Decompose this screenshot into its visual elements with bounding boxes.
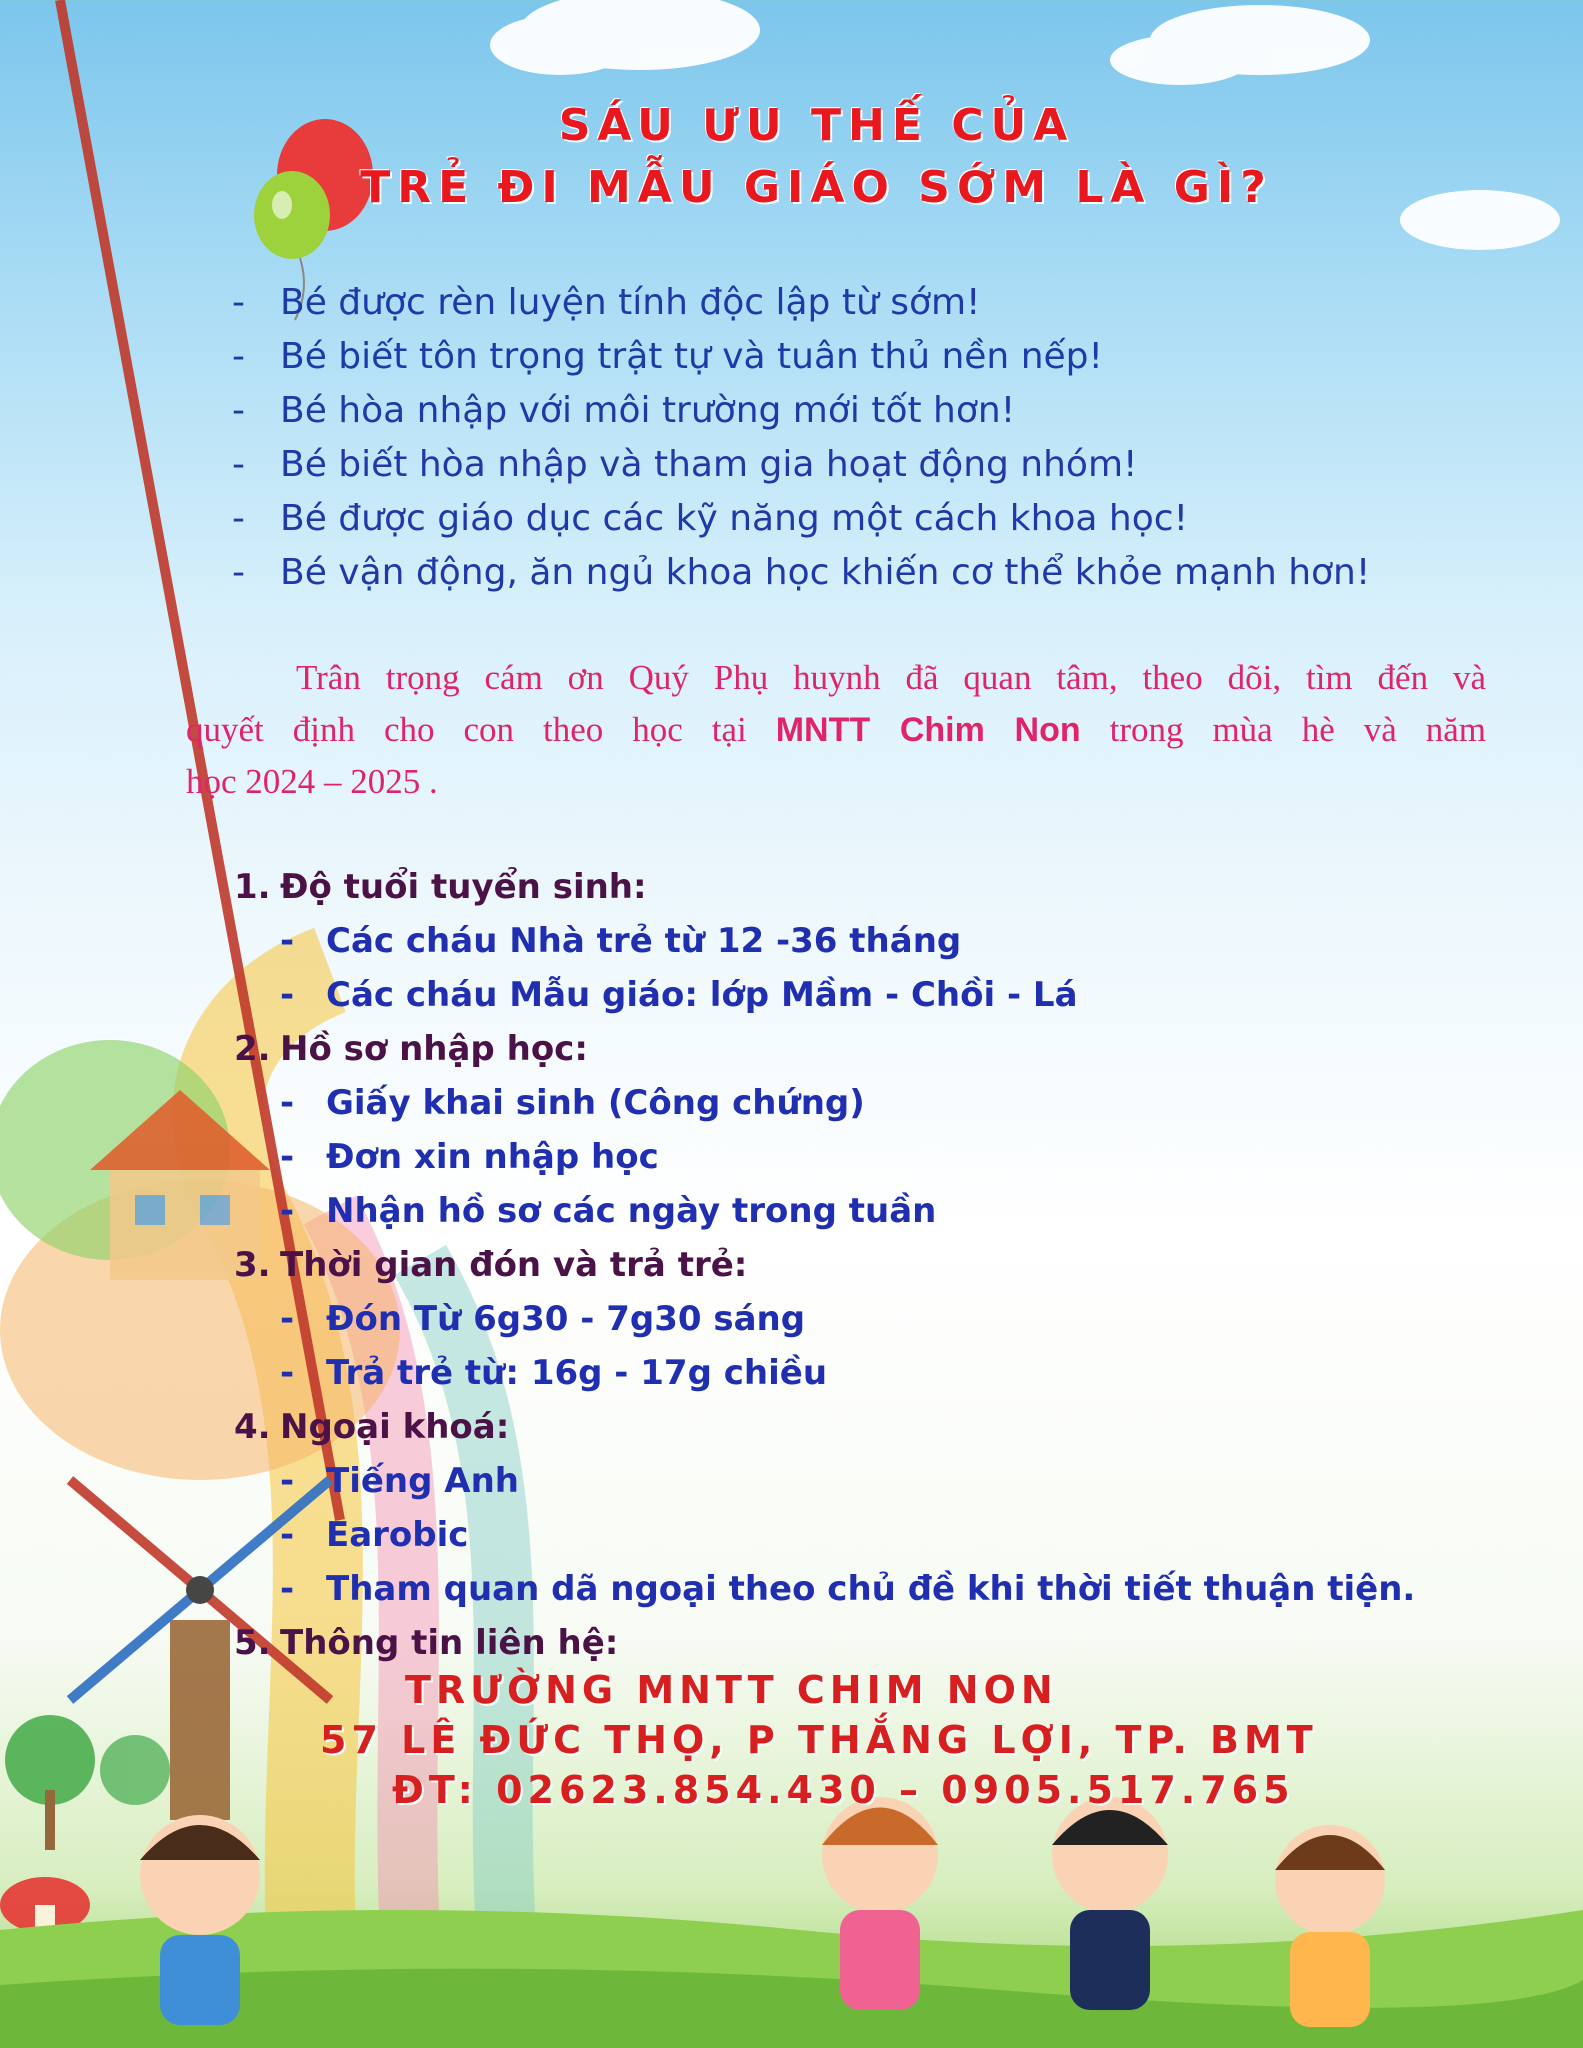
section-heading: 3. Thời gian đón và trả trẻ: <box>234 1245 748 1285</box>
section-item: - Các cháu Nhà trẻ từ 12 -36 tháng <box>280 921 962 961</box>
thanks-paragraph <box>186 652 1486 808</box>
admission-sections <box>234 860 1415 1670</box>
advantage-item: - Bé hòa nhập với môi trường mới tốt hơn! <box>232 390 1016 431</box>
section-heading: 5. Thông tin liên hệ: <box>234 1623 619 1663</box>
section-heading: 4. Ngoại khoá: <box>234 1407 510 1447</box>
contact-address: 57 LÊ ĐỨC THỌ, P THẮNG LỢI, TP. BMT <box>320 1718 1318 1762</box>
contact-school: TRƯỜNG MNTT CHIM NON <box>405 1668 1058 1712</box>
section-item: - Đơn xin nhập học <box>280 1137 659 1177</box>
school-name: MNTT Chim Non <box>775 711 1081 749</box>
advantage-item: - Bé được giáo dục các kỹ năng một cách khoa học! <box>232 498 1188 539</box>
advantages-list <box>232 276 1370 600</box>
section-item: - Nhận hồ sơ các ngày trong tuần <box>280 1191 937 1231</box>
title-line-1: SÁU ƯU THẾ CỦA <box>558 100 1075 151</box>
section-heading: 2. Hồ sơ nhập học: <box>234 1029 588 1069</box>
section-heading: 1. Độ tuổi tuyển sinh: <box>234 867 647 907</box>
thanks-line-1: Trân trọng cám ơn Quý Phụ huynh đã quan tâm, theo dõi, tìm đến và <box>296 658 1486 697</box>
advantage-item: - Bé được rèn luyện tính độc lập từ sớm! <box>232 282 981 323</box>
section-item: - Đón Từ 6g30 - 7g30 sáng <box>280 1299 806 1339</box>
section-item: - Tiếng Anh <box>280 1461 520 1501</box>
contact-phone: ĐT: 02623.854.430 – 0905.517.765 <box>392 1768 1295 1812</box>
section-item: - Giấy khai sinh (Công chứng) <box>280 1083 865 1123</box>
section-item: - Các cháu Mẫu giáo: lớp Mầm - Chồi - Lá <box>280 975 1078 1015</box>
section-item: - Earobic <box>280 1515 469 1555</box>
advantage-item: - Bé biết hòa nhập và tham gia hoạt động nhóm! <box>232 444 1138 485</box>
thanks-line-2-post: trong mùa hè và năm <box>1109 710 1486 749</box>
advantage-item: - Bé vận động, ăn ngủ khoa học khiến cơ thể khỏe mạnh hơn! <box>232 552 1371 593</box>
title-line-2: TRẺ ĐI MẪU GIÁO SỚM LÀ GÌ? <box>360 162 1273 213</box>
advantage-item: - Bé biết tôn trọng trật tự và tuân thủ nền nếp! <box>232 336 1103 377</box>
section-item: - Trả trẻ từ: 16g - 17g chiều <box>280 1353 828 1393</box>
thanks-line-3: học 2024 – 2025 . <box>186 762 438 801</box>
thanks-line-2-pre: quyết định cho con theo học tại <box>186 710 747 749</box>
section-item: - Tham quan dã ngoại theo chủ đề khi thời tiết thuận tiện. <box>280 1569 1416 1609</box>
